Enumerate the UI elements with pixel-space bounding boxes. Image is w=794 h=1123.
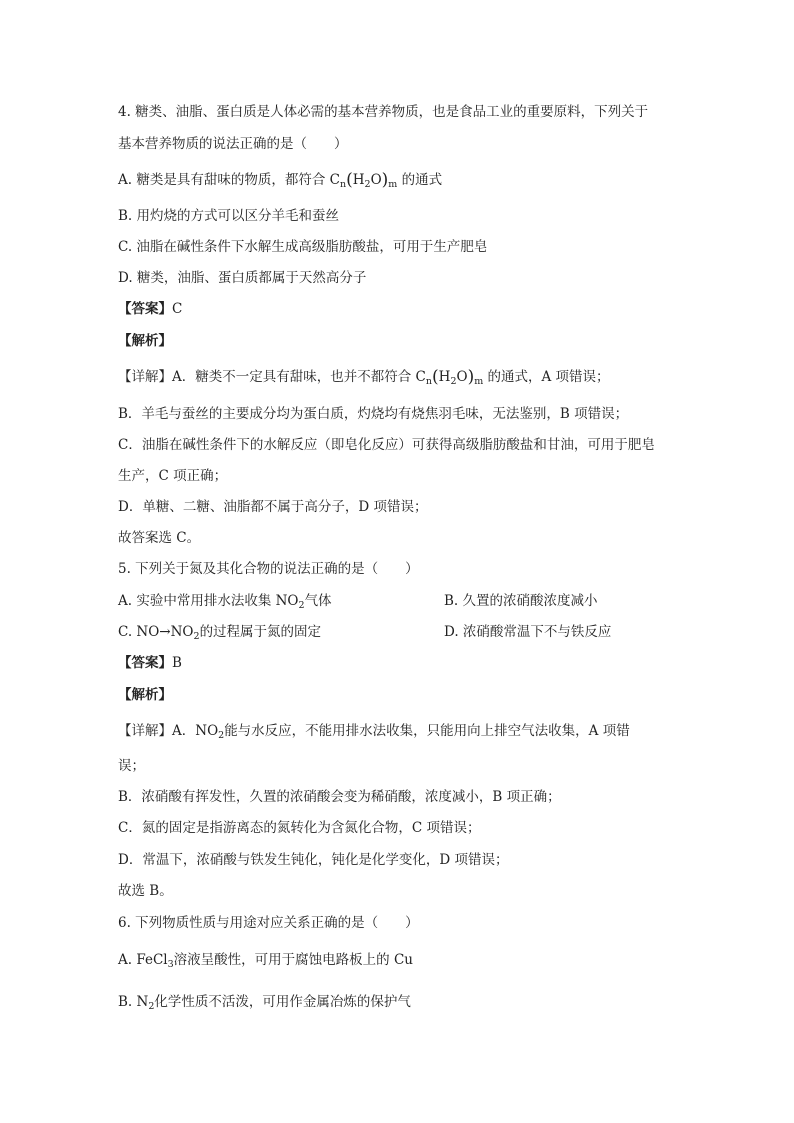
q5-detail-d: D．常温下，浓硝酸与铁发生钝化，钝化是化学变化，D 项错误； xyxy=(118,852,509,868)
q5-conclusion: 故选 B。 xyxy=(118,883,173,899)
q4-option-b: B. 用灼烧的方式可以区分羊毛和蚕丝 xyxy=(118,208,340,224)
q5-option-a: A. 实验中常用排水法收集 $NO_2$气体 xyxy=(118,593,332,611)
q4-conclusion: 故答案选 C。 xyxy=(118,530,201,546)
answer-value: C xyxy=(172,301,183,317)
q6-stem: 6. 下列物质性质与用途对应关系正确的是（ ） xyxy=(118,915,419,931)
q4-analysis-label: 【解析】 xyxy=(118,333,172,349)
q4-option-d: D. 糖类，油脂、蛋白质都属于天然高分子 xyxy=(118,270,367,286)
q5-stem: 5. 下列关于氮及其化合物的说法正确的是（ ） xyxy=(118,561,419,577)
q4-option-a-suffix: 的通式 xyxy=(401,172,443,188)
q5-detail-c: C．氮的固定是指游离态的氮转化为含氮化合物，C 项错误； xyxy=(118,820,481,836)
sugar-formula: $C_n(H_2O)_m$ xyxy=(415,367,484,387)
q6-option-b: B. $N_2$化学性质不活泼，可用作金属冶炼的保护气 xyxy=(118,994,411,1012)
answer-value: B xyxy=(172,655,182,671)
q4-stem-line1: 4. 糖类、油脂、蛋白质是人体必需的基本营养物质，也是食品工业的重要原料，下列关于 xyxy=(118,104,649,120)
q4-option-a-text: A. 糖类是具有甜味的物质，都符合 xyxy=(118,172,326,188)
q4-stem-line2: 基本营养物质的说法正确的是（ ） xyxy=(118,136,348,152)
answer-label: 【答案】 xyxy=(118,655,172,671)
sugar-formula: $C_n(H_2O)_m$ xyxy=(329,170,398,190)
q5-answer xyxy=(118,653,182,673)
q4-option-c: C. 油脂在碱性条件下水解生成高级脂肪酸盐，可用于生产肥皂 xyxy=(118,239,488,255)
q4-detail-a: 【详解】A．糖类不一定具有甜味，也并不都符合 $C_n(H_2O)_m$ 的通式，A 项错误； xyxy=(118,367,610,387)
q5-detail-a-line2: 误； xyxy=(118,758,145,774)
answer-label: 【答案】 xyxy=(118,301,172,317)
q5-detail-b: B．浓硝酸有挥发性，久置的浓硝酸会变为稀硝酸，浓度减小，B 项正确； xyxy=(118,789,561,805)
q4-detail-c1: C．油脂在碱性条件下的水解反应（即皂化反应）可获得高级脂肪酸盐和甘油，可用于肥皂 xyxy=(118,437,655,453)
q4-option-a xyxy=(118,170,442,190)
q5-detail-a: 【详解】A．$NO_2$能与水反应，不能用排水法收集，只能用向上排空气法收集，A 项错 xyxy=(118,723,630,741)
q5-analysis-label: 【解析】 xyxy=(118,687,172,703)
q4-answer xyxy=(118,299,182,319)
q5-option-c: C. $NO\to NO_2$的过程属于氮的固定 xyxy=(118,624,322,642)
q4-detail-d: D．单糖、二糖、油脂都不属于高分子，D 项错误； xyxy=(118,499,428,515)
q5-option-b: B. 久置的浓硝酸浓度减小 xyxy=(444,593,598,609)
q4-detail-c2: 生产，C 项正确； xyxy=(118,468,228,484)
q5-option-d: D. 浓硝酸常温下不与铁反应 xyxy=(444,624,612,640)
q4-detail-b: B．羊毛与蚕丝的主要成分均为蛋白质，灼烧均有烧焦羽毛味，无法鉴别，B 项错误； xyxy=(118,406,629,422)
q6-option-a: A. FeCl$_3$溶液呈酸性，可用于腐蚀电路板上的 Cu xyxy=(118,952,413,970)
